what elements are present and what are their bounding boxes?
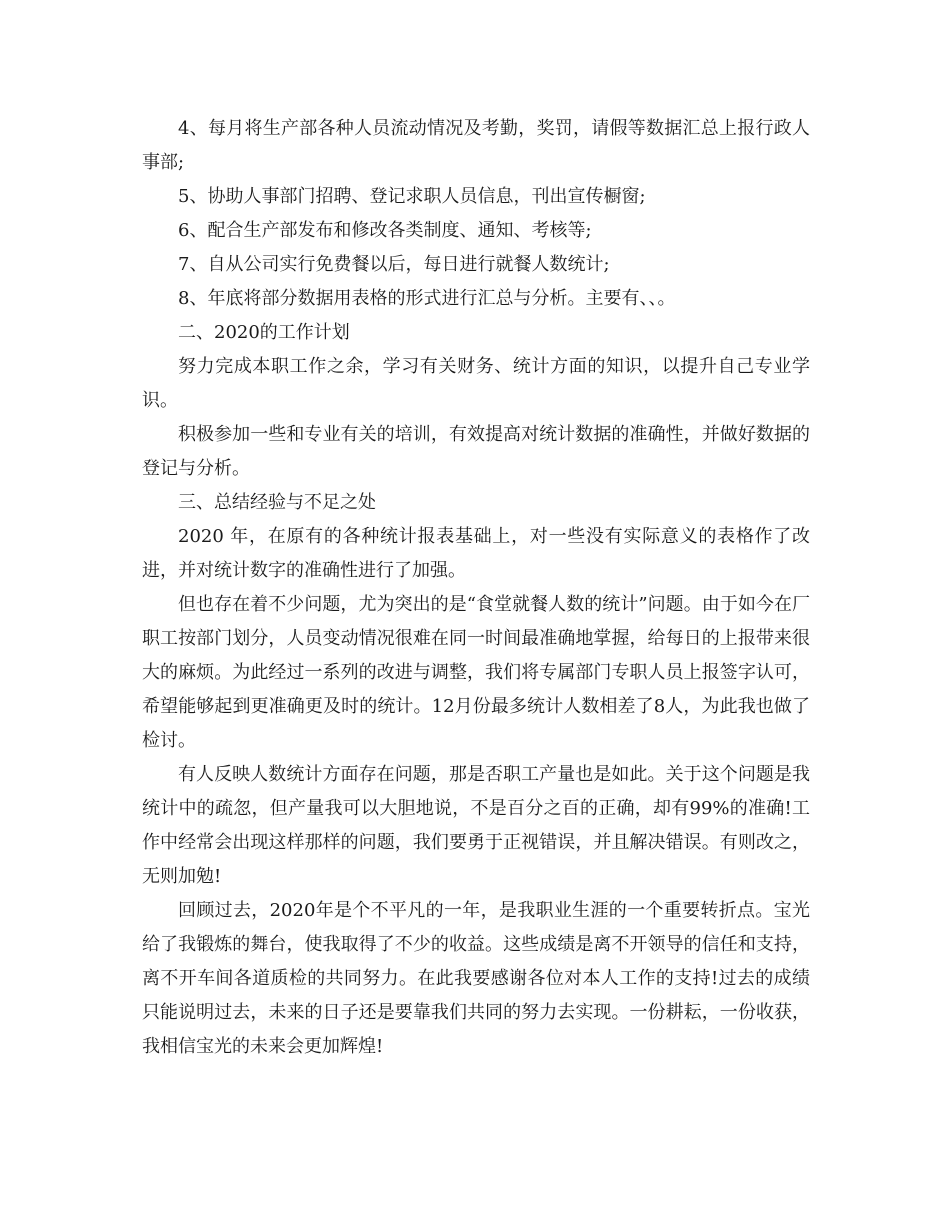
- paragraph-review: 回顾过去，2020年是个不平凡的一年，是我职业生涯的一个重要转折点。宝光给了我锻炼的舞台，使我取得了不少的收益。这些成绩是离不开领导的信任和支持，离不开车间各道质检的共同努力。在此我要感谢各位对本人工作的支持!过去的成绩只能说明过去，未来的日子还是要靠我们共同的努力去实现。一份耕耘，一份收获，我相信宝光的未来会更加辉煌!: [142, 900, 810, 1057]
- paragraph-output-accuracy: 有人反映人数统计方面存在问题，那是否职工产量也是如此。关于这个问题是我统计中的疏忽，但产量我可以大胆地说，不是百分之百的正确，却有99%的准确!工作中经常会出现这样那样的问题，我们要勇于正视错误，并且解决错误。有则改之，无则加勉!: [142, 764, 810, 887]
- list-item-7: 7、自从公司实行免费餐以后，每日进行就餐人数统计;: [178, 254, 610, 275]
- list-item-8: 8、年底将部分数据用表格的形式进行汇总与分析。主要有、、。: [178, 288, 676, 309]
- section-heading-3: 三、总结经验与不足之处: [178, 492, 376, 513]
- paragraph-study: 努力完成本职工作之余，学习有关财务、统计方面的知识，以提升自己专业学识。: [142, 356, 810, 411]
- list-item-6: 6、配合生产部发布和修改各类制度、通知、考核等;: [178, 220, 592, 241]
- paragraph-problems: 但也存在着不少问题，尤为突出的是“食堂就餐人数的统计”问题。由于如今在厂职工按部门划分，人员变动情况很难在同一时间最准确地掌握，给每日的上报带来很大的麻烦。为此经过一系列的改进与调整，我们将专属部门专职人员上报签字认可，希望能够起到更准确更及时的统计。12月份最多统计人数相差了8人，为此我也做了检讨。: [142, 594, 810, 751]
- document-body: [142, 112, 810, 1064]
- section-heading-2: 二、2020的工作计划: [178, 322, 350, 343]
- list-item-5: 5、协助人事部门招聘、登记求职人员信息，刊出宣传橱窗;: [178, 186, 646, 207]
- paragraph-training: 积极参加一些和专业有关的培训，有效提高对统计数据的准确性，并做好数据的登记与分析。: [142, 424, 810, 479]
- list-item-4: 4、每月将生产部各种人员流动情况及考勤，奖罚，请假等数据汇总上报行政人事部;: [142, 118, 810, 173]
- paragraph-improvements: 2020 年，在原有的各种统计报表基础上，对一些没有实际意义的表格作了改进，并对统计数字的准确性进行了加强。: [142, 526, 810, 581]
